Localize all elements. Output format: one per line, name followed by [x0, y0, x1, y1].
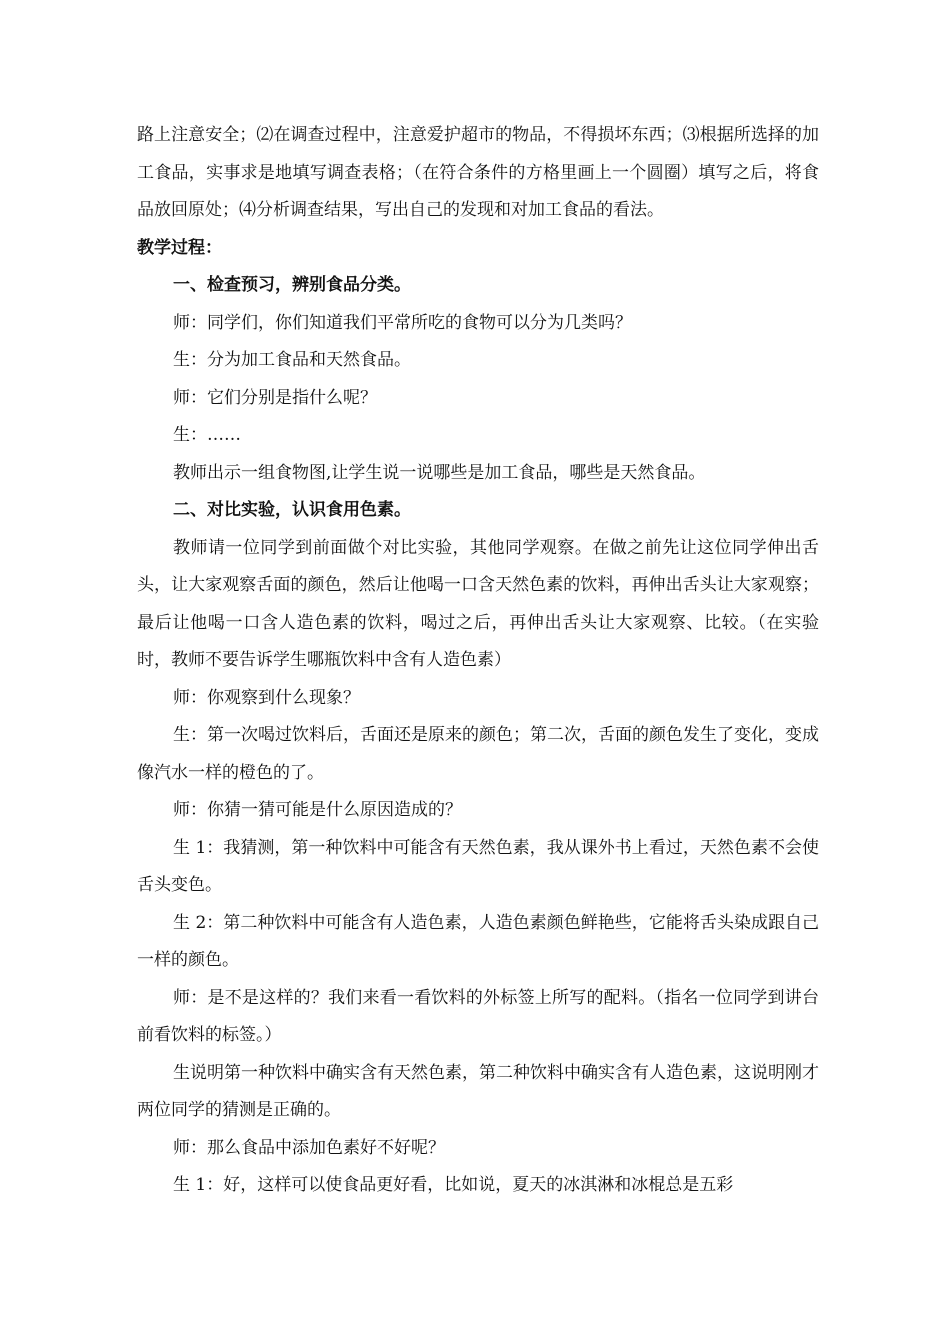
dialogue-line: 生 2：第二种饮料中可能含有人造色素，人造色素颜色鲜艳些，它能将舌头染成跟自己一样的颜色。	[137, 912, 819, 970]
document-body	[137, 117, 819, 1205]
paragraph-experiment: 教师请一位同学到前面做个对比实验，其他同学观察。在做之前先让这位同学伸出舌头，让大家观察舌面的颜色，然后让他喝一口含天然色素的饮料，再伸出舌头让大家观察；最后让他喝一口含人造色素的饮料，喝过之后，再伸出舌头让大家观察、比较。（在实验时，教师不要告诉学生哪瓶饮料中含有人造色素）	[137, 537, 819, 670]
dialogue-line: 师：它们分别是指什么呢？	[173, 387, 377, 408]
section-heading-2: 二、对比实验，认识食用色素。	[173, 500, 411, 520]
paragraph-label-result: 生说明第一种饮料中确实含有天然色素，第二种饮料中确实含有人造色素，这说明刚才两位同学的猜测是正确的。	[137, 1062, 819, 1120]
dialogue-line: 生：第一次喝过饮料后，舌面还是原来的颜色；第二次，舌面的颜色发生了变化，变成像汽水一样的橙色的了。	[137, 725, 819, 783]
section-heading-1: 一、检查预习，辨别食品分类。	[173, 275, 411, 295]
dialogue-line: 师：那么食品中添加色素好不好呢？	[173, 1137, 445, 1158]
section-heading-teaching-process: 教学过程：	[137, 237, 222, 258]
dialogue-line: 生 1：好，这样可以使食品更好看，比如说，夏天的冰淇淋和冰棍总是五彩	[173, 1175, 734, 1195]
dialogue-line: 生：分为加工食品和天然食品。	[173, 350, 411, 370]
paragraph-food-pictures: 教师出示一组食物图,让学生说一说哪些是加工食品，哪些是天然食品。	[173, 462, 706, 483]
dialogue-line: 生 1：我猜测，第一种饮料中可能含有天然色素，我从课外书上看过，天然色素不会使舌头变色。	[137, 837, 819, 895]
dialogue-line: 生：……	[173, 425, 241, 445]
dialogue-line: 师：你观察到什么现象？	[173, 687, 360, 708]
paragraph-safety-notes: 路上注意安全；⑵在调查过程中，注意爱护超市的物品，不得损坏东西；⑶根据所选择的加工食品，实事求是地填写调查表格；（在符合条件的方格里画上一个圆圈）填写之后，将食品放回原处；⑷分析调查结果，写出自己的发现和对加工食品的看法。	[137, 125, 819, 220]
dialogue-line: 师：是不是这样的？我们来看一看饮料的外标签上所写的配料。（指名一位同学到讲台前看饮料的标签。）	[137, 987, 819, 1045]
dialogue-line: 师：你猜一猜可能是什么原因造成的？	[173, 800, 462, 820]
dialogue-line: 师：同学们，你们知道我们平常所吃的食物可以分为几类吗？	[173, 312, 632, 333]
